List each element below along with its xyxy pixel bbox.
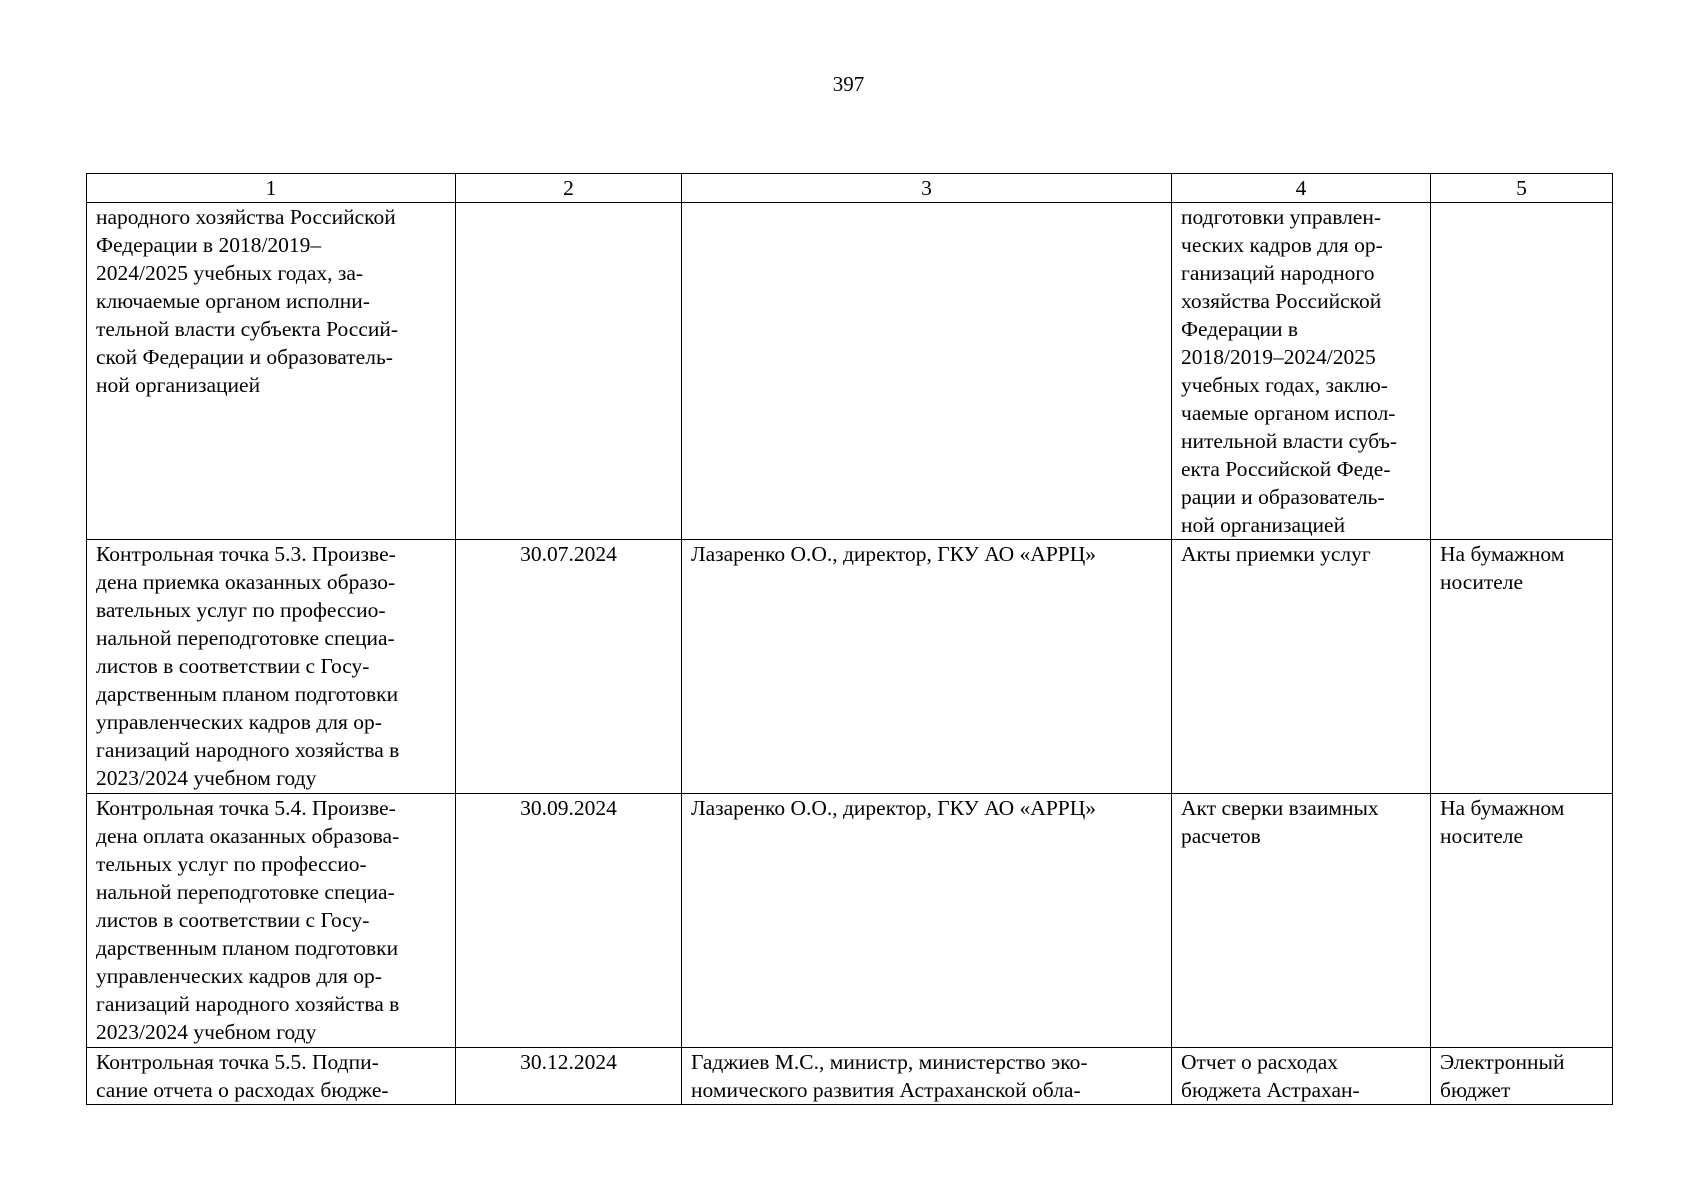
column-header-3: 3: [682, 174, 1172, 203]
cell-format: На бумажном носителе: [1431, 540, 1613, 794]
table-row: [87, 203, 1613, 540]
page-number: 397: [832, 72, 865, 96]
cell-document: Отчет о расходах бюджета Астрахан-: [1172, 1048, 1431, 1105]
table-row: [87, 540, 1613, 794]
cell-responsible: Лазаренко О.О., директор, ГКУ АО «АРРЦ»: [682, 540, 1172, 794]
cell-date: 30.07.2024: [456, 540, 682, 794]
column-header-2: 2: [456, 174, 682, 203]
column-header-5: 5: [1431, 174, 1613, 203]
column-header-1: 1: [87, 174, 456, 203]
cell-description: народного хозяйства Российской Федерации в 2018/2019– 2024/2025 учебных годах, за- ключаемые органом исполни- тельной власти субъекта Россий- ской Федерации и образователь- ной организацией: [87, 203, 456, 540]
control-points-table: [86, 173, 1613, 1105]
cell-document: Акт сверки взаимных расчетов: [1172, 794, 1431, 1048]
table-header-row: [87, 174, 1613, 203]
cell-responsible: Лазаренко О.О., директор, ГКУ АО «АРРЦ»: [682, 794, 1172, 1048]
cell-format: Электронный бюджет: [1431, 1048, 1613, 1105]
cell-responsible: [682, 203, 1172, 540]
cell-date: [456, 203, 682, 540]
table-row: [87, 794, 1613, 1048]
cell-format: На бумажном носителе: [1431, 794, 1613, 1048]
cell-responsible: Гаджиев М.С., министр, министерство эко- номического развития Астраханской обла-: [682, 1048, 1172, 1105]
cell-date: 30.09.2024: [456, 794, 682, 1048]
cell-document: подготовки управлен- ческих кадров для ор- ганизаций народного хозяйства Российской Федерации в 2018/2019–2024/2025 учебных годах, заклю- чаемые органом испол- нительной власти субъ- екта Российской Феде- рации и образователь- ной организацией: [1172, 203, 1431, 540]
column-header-4: 4: [1172, 174, 1431, 203]
cell-description: Контрольная точка 5.3. Произве- дена приемка оказанных образо- вательных услуг по профессио- нальной переподготовке специа- листов в соответствии с Госу- дарственным планом подготовки управленческих кадров для ор- ганизаций народного хозяйства в 2023/2024 учебном году: [87, 540, 456, 794]
cell-document: Акты приемки услуг: [1172, 540, 1431, 794]
cell-format: [1431, 203, 1613, 540]
cell-date: 30.12.2024: [456, 1048, 682, 1105]
table-row: [87, 1048, 1613, 1105]
cell-description: Контрольная точка 5.4. Произве- дена оплата оказанных образова- тельных услуг по профессио- нальной переподготовке специа- листов в соответствии с Госу- дарственным планом подготовки управленческих кадров для ор- ганизаций народного хозяйства в 2023/2024 учебном году: [87, 794, 456, 1048]
cell-description: Контрольная точка 5.5. Подпи- сание отчета о расходах бюдже-: [87, 1048, 456, 1105]
